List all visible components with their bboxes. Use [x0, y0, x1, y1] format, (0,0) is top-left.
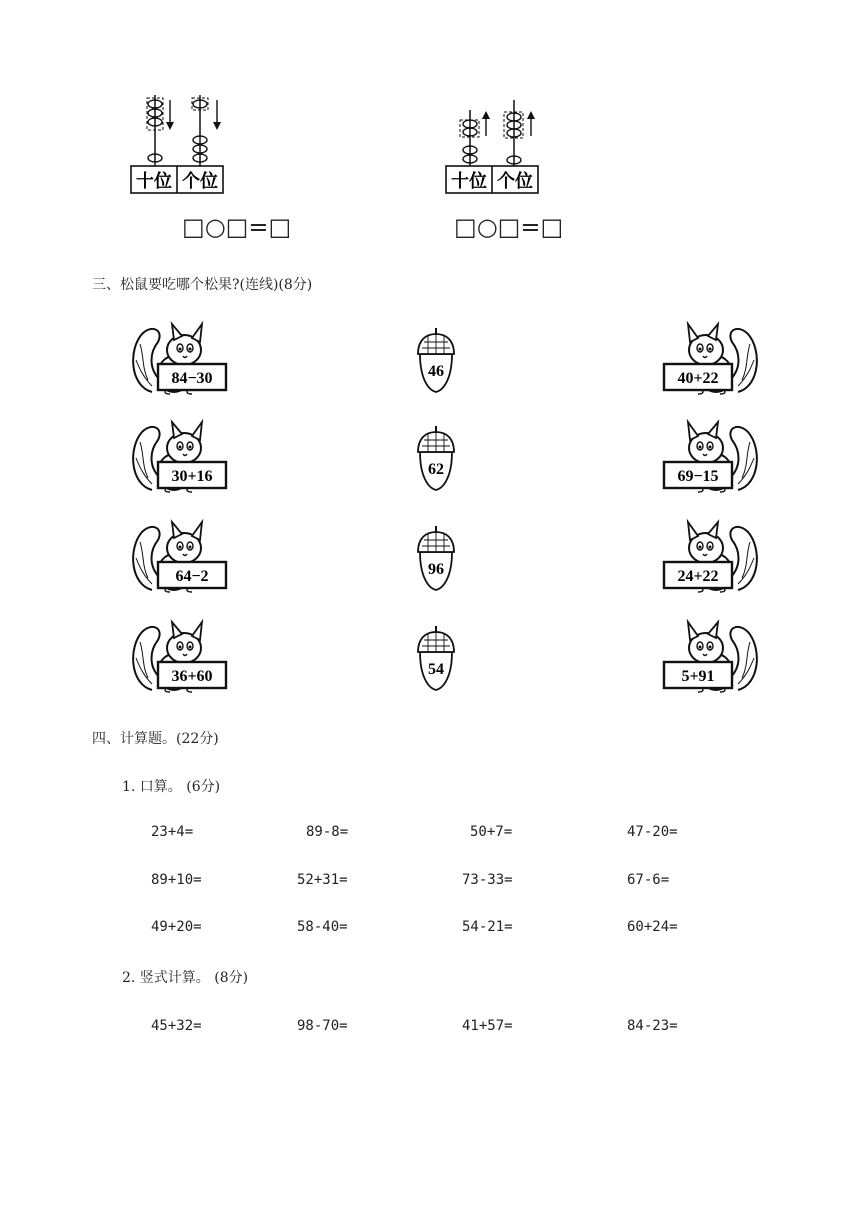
- part2-label: 2. 竖式计算。 (8分): [122, 970, 249, 986]
- calc-problem: 67-6=: [627, 872, 670, 888]
- squirrel-expression: 36+60: [171, 668, 213, 685]
- squirrel-expression: 24+22: [677, 568, 719, 585]
- acorn-number: 46: [428, 363, 444, 380]
- operator-circle[interactable]: ○: [476, 213, 498, 241]
- operator-circle[interactable]: ○: [204, 213, 226, 241]
- calc-problem: 23+4=: [151, 824, 194, 840]
- calc-problem: 98-70=: [297, 1018, 348, 1034]
- acorn[interactable]: [418, 526, 454, 590]
- acorn[interactable]: [418, 328, 454, 392]
- equation-template-1: [182, 213, 291, 241]
- equals-sign: =: [520, 213, 541, 241]
- answer-box[interactable]: □: [540, 213, 564, 241]
- calc-problem: 52+31=: [297, 872, 348, 888]
- equals-sign: =: [248, 213, 269, 241]
- squirrel-matching-area: [0, 300, 860, 710]
- acorn-number: 96: [428, 561, 444, 578]
- calc-problem: 49+20=: [151, 919, 202, 935]
- calc-problem: 50+7=: [470, 824, 513, 840]
- ones-label: 个位: [497, 171, 533, 192]
- calc-problem: 54-21=: [462, 919, 513, 935]
- acorn[interactable]: [418, 626, 454, 690]
- acorn[interactable]: [418, 426, 454, 490]
- abacus-1: [125, 90, 235, 204]
- section4-title: 四、计算题。(22分): [92, 731, 219, 747]
- squirrel-expression: 84−30: [171, 370, 213, 387]
- acorn-number: 54: [428, 661, 444, 678]
- acorn-number: 62: [428, 461, 444, 478]
- answer-box[interactable]: □: [268, 213, 292, 241]
- tens-label: 十位: [136, 171, 172, 192]
- calc-problem: 58-40=: [297, 919, 348, 935]
- squirrel-expression: 30+16: [171, 468, 213, 485]
- equation-template-2: [454, 213, 563, 241]
- answer-box[interactable]: □: [454, 213, 477, 241]
- squirrel-expression: 69−15: [677, 468, 719, 485]
- squirrel-expression: 64−2: [175, 568, 209, 585]
- calc-problem: 47-20=: [627, 824, 678, 840]
- calc-problem: 89+10=: [151, 872, 202, 888]
- calc-problem: 45+32=: [151, 1018, 202, 1034]
- squirrel-expression: 5+91: [681, 668, 715, 685]
- ones-label: 个位: [182, 171, 218, 192]
- tens-label: 十位: [451, 171, 487, 192]
- answer-box[interactable]: □: [182, 213, 205, 241]
- calc-problem: 73-33=: [462, 872, 513, 888]
- calc-problem: 41+57=: [462, 1018, 513, 1034]
- calc-problem: 84-23=: [627, 1018, 678, 1034]
- calc-problem: 60+24=: [627, 919, 678, 935]
- calc-problem: 89-8=: [306, 824, 349, 840]
- section3-title: 三、松鼠要吃哪个松果?(连线)(8分): [92, 277, 313, 293]
- part1-label: 1. 口算。 (6分): [122, 779, 221, 795]
- answer-box[interactable]: □: [497, 213, 521, 241]
- squirrel-expression: 40+22: [677, 370, 719, 387]
- answer-box[interactable]: □: [225, 213, 249, 241]
- abacus-2: [440, 90, 550, 204]
